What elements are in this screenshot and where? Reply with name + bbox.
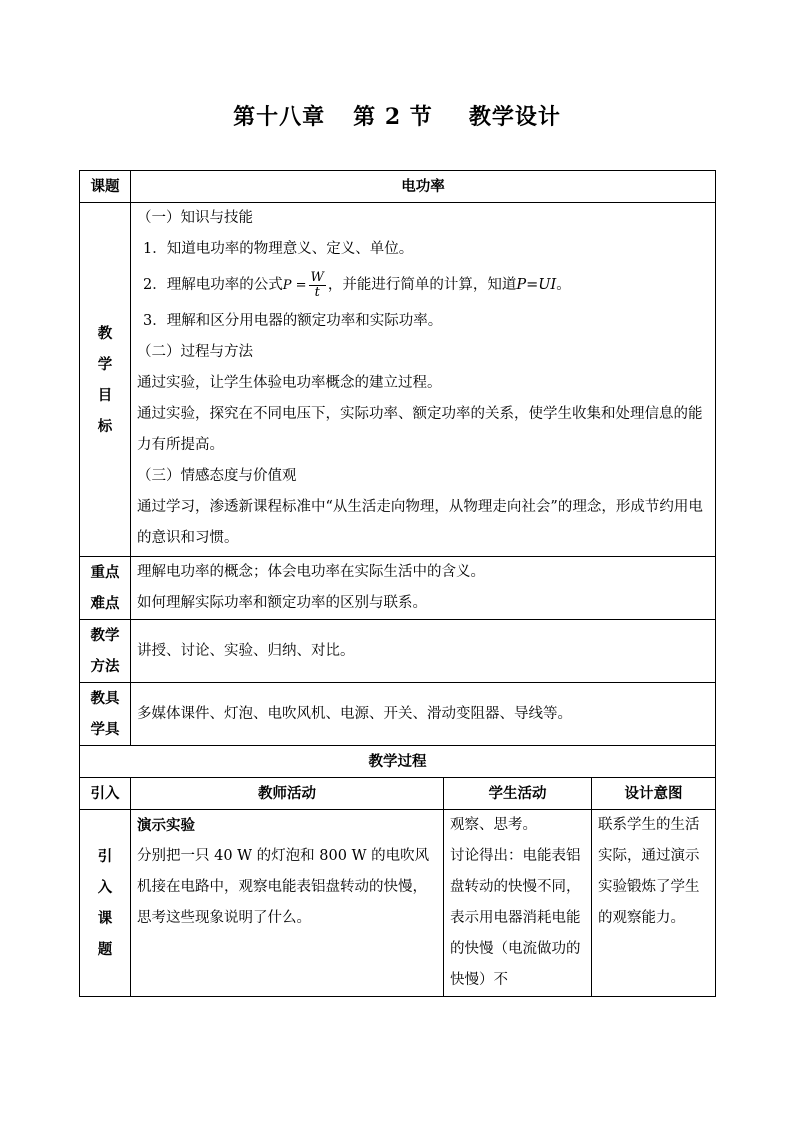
objective-heading-2: （二）过程与方法 bbox=[137, 344, 253, 360]
objective-heading-1: （一）知识与技能 bbox=[137, 210, 253, 226]
student-activity bbox=[444, 810, 592, 997]
objective-line-2: 2．理解电功率的公式P = $\frac{W}{t}$ ，并能进行简单的计算，知道P=UI。 bbox=[143, 269, 571, 300]
column-teacher: 教师活动 bbox=[131, 778, 444, 810]
process-header: 教学过程 bbox=[80, 746, 716, 778]
column-intro: 引入 bbox=[80, 778, 131, 810]
tools-content: 多媒体课件、灯泡、电吹风机、电源、开关、滑动变阻器、导线等。 bbox=[131, 683, 716, 746]
objective-heading-3: （三）情感态度与价值观 bbox=[137, 468, 297, 484]
intro-row bbox=[80, 810, 716, 997]
intro-label: 引 入 课 题 bbox=[80, 810, 131, 997]
key-points-label: 重点 难点 bbox=[80, 557, 131, 620]
student-activity-text-2: 讨论得出：电能表铝盘转动的快慢不同，表示用电器消耗电能的快慢（电流做功的快慢）不 bbox=[450, 848, 581, 988]
objective-line-5: 通过实验，探究在不同电压下，实际功率、额定功率的关系，使学生收集和处理信息的能力有所提高。 bbox=[137, 406, 703, 453]
process-columns-row bbox=[80, 778, 716, 810]
objectives-row bbox=[80, 203, 716, 557]
key-point-line-1: 理解电功率的概念；体会电功率在实际生活中的含义。 bbox=[137, 564, 485, 580]
key-points-row bbox=[80, 557, 716, 620]
teacher-activity bbox=[131, 810, 444, 997]
objective-line-1: 1．知道电功率的物理意义、定义、单位。 bbox=[143, 241, 414, 257]
teacher-activity-title: 演示实验 bbox=[137, 817, 195, 834]
tools-row bbox=[80, 683, 716, 746]
topic-value: 电功率 bbox=[131, 171, 716, 203]
document-title bbox=[0, 100, 794, 131]
student-activity-text-1: 观察、思考。 bbox=[450, 817, 537, 833]
methods-label: 教学 方法 bbox=[80, 620, 131, 683]
key-points-content bbox=[131, 557, 716, 620]
power-formula-fraction: $\frac{W}{t}$ bbox=[310, 269, 324, 300]
methods-content: 讲授、讨论、实验、归纳、对比。 bbox=[131, 620, 716, 683]
topic-label: 课题 bbox=[80, 171, 131, 203]
objective-line-6: 通过学习，渗透新课程标准中“从生活走向物理，从物理走向社会”的理念，形成节约用电的意识和习惯。 bbox=[137, 499, 703, 546]
objectives-content bbox=[131, 203, 716, 557]
lesson-plan-table bbox=[79, 170, 716, 997]
column-intent: 设计意图 bbox=[592, 778, 716, 810]
section-label: 第 2 节 bbox=[353, 104, 433, 130]
chapter-label: 第十八章 bbox=[233, 104, 326, 130]
topic-row bbox=[80, 171, 716, 203]
design-intent bbox=[592, 810, 716, 997]
doc-kind-label: 教学设计 bbox=[468, 104, 561, 130]
column-student: 学生活动 bbox=[444, 778, 592, 810]
design-intent-text: 联系学生的生活实际，通过演示实验锻炼了学生的观察能力。 bbox=[598, 817, 700, 926]
process-header-row bbox=[80, 746, 716, 778]
objective-line-4: 通过实验，让学生体验电功率概念的建立过程。 bbox=[137, 375, 442, 391]
teacher-activity-text: 分别把一只 40 W 的灯泡和 800 W 的电吹风机接在电路中，观察电能表铝盘转动的快慢，思考这些现象说明了什么。 bbox=[137, 848, 430, 926]
objective-line-3: 3．理解和区分用电器的额定功率和实际功率。 bbox=[143, 313, 443, 329]
tools-label: 教具 学具 bbox=[80, 683, 131, 746]
objectives-label: 教 学 目 标 bbox=[80, 203, 131, 557]
methods-row bbox=[80, 620, 716, 683]
key-point-line-2: 如何理解实际功率和额定功率的区别与联系。 bbox=[137, 595, 427, 611]
